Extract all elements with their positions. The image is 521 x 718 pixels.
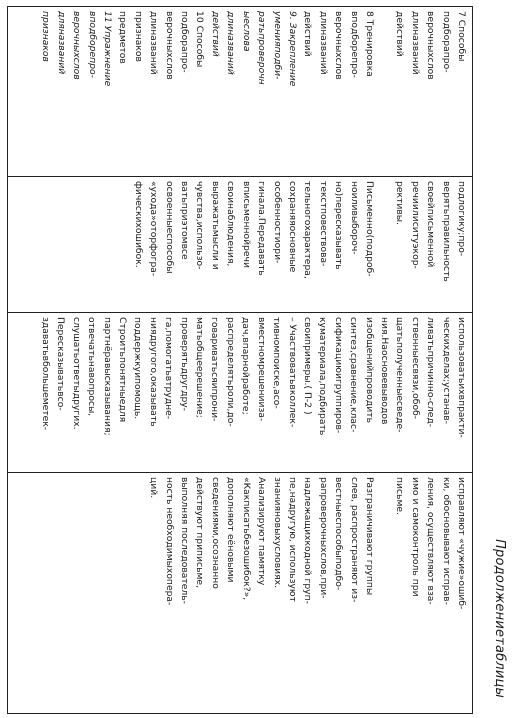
spacer [377,181,392,308]
text-line: партнёравысказывания; [101,317,113,436]
text-line: ыеслова [240,11,252,52]
text-line: Анализируют памятку [256,477,268,586]
text-line: вестныеспособыподбо- [333,477,345,591]
text-line: действий [209,11,221,57]
text-line: Пересказыватьвсо- [55,317,67,411]
text-line: 11 Упражнение [102,11,114,87]
text-line: ватьприэтомвсе [179,181,191,260]
text-line: гинала.Передавать [256,181,268,276]
text-line: исправляют «чужие»ошиб- [456,477,467,610]
text-line: рапроверочныхслов,при- [317,477,329,599]
text-line: здаватьвбольшеметек- [40,317,52,431]
text-line: проверятьдругдру- [178,317,190,412]
text-line: вподборепро- [86,11,98,78]
text-line: ния.Наосновевыводов [378,317,390,425]
text-line: но)пересказывать [333,181,345,270]
text-line: дач,впарнойработе; [240,317,252,415]
column-lesson-topics [8,7,472,177]
text-line: синтез,сравнение,клас- [348,317,360,433]
text-line: щатьполученныесведе- [394,317,406,433]
text-line: сведениями,осознанно [209,477,221,589]
text-line: верятьправильность [440,181,452,282]
text-line: действий [394,11,406,57]
text-line: уменияподби- [271,11,283,80]
text-line: подлогику;про- [456,181,467,257]
text-line: слев, распространяют из- [348,477,360,603]
text-line: вместномрешенииза- [255,317,267,422]
table-continuation-caption: Продолжениетаблицы [492,539,507,698]
spacer [377,477,392,711]
text-line: 9. Закрепление [286,11,298,87]
text-line: текстповествова- [317,181,329,267]
text-line: «Какписатьбезошибок?», [240,477,252,601]
text-line: признаков [132,11,144,62]
text-line: надлежащихкодной груп- [302,477,314,604]
text-line: 10 Способы [194,11,206,68]
text-line: ратьпроверочн [256,11,268,85]
text-line: выражатьмысли и [209,181,221,270]
text-line: Строитьпонятныедля [117,317,129,423]
text-line: тивномпоиске,асо- [271,317,283,409]
text-line: дополняют еёновыми [225,477,237,583]
text-line: вписьменнойречи [240,181,252,268]
text-line: ций. [148,477,160,499]
text-line: длиназваний [148,11,160,75]
text-line: Письменно(подроб- [363,181,375,277]
text-line: матьобщеерешение; [194,317,206,418]
text-line: чувства,использо- [194,181,206,270]
text-line: использоватьихвпракти- [456,317,467,438]
text-line: сохраняяосновные [286,181,298,273]
text-line: дляназваний [55,11,67,75]
text-line: ноиливыбороч- [348,181,360,255]
text-line: длиназваний [225,11,237,75]
text-line: куматериала,подбирать [317,317,329,436]
text-line: речиилиситуэкор- [409,181,421,269]
text-line: сификациюигруппиров- [332,317,344,434]
column-student-activities [8,473,472,715]
text-line: имо и самоконтроль при [409,477,421,597]
text-line: «ухода»оторфогра- [148,181,160,277]
text-line: верочныхслов [333,11,345,80]
text-line: знанияновыхусловиях. [271,477,283,589]
text-line: ки, обосновывают исправ- [440,477,452,605]
text-line: отвечатьнавопросы, [86,317,98,417]
text-line: письме. [394,477,406,515]
text-line: выполняя последователь- [179,477,191,604]
text-line: своипримеры.( П-2 ) [301,317,313,415]
spacer [377,11,392,172]
text-line: рективы. [394,181,406,225]
text-line: поддержкуипомощь. [132,317,144,420]
text-line: слушатьответыдругих. [70,317,82,430]
text-line: тельногохарактера, [302,181,314,279]
text-line: длиназваний [317,11,329,75]
text-line: ственныесвязи,обоб- [409,317,421,420]
lesson-plan-table [7,6,473,714]
text-line: освоенныеспособы [163,181,175,274]
text-line: говариватьсяипрони- [209,317,221,422]
text-line: распределятьроли,до- [224,317,236,427]
text-line: ниядругого,оказывать [147,317,159,427]
text-line: изобщенийпроводить [363,317,375,423]
text-line: верочныхслов [71,11,83,80]
text-line: подборапро- [440,11,452,73]
text-line: га,помогатьвтрудне- [163,317,175,420]
text-line: 7 Способы [456,11,467,62]
text-line: ность необходимыхопера- [163,477,175,606]
text-line: вподборепро- [348,11,360,78]
text-line: признаков [40,11,52,62]
column-meta-results [8,313,472,473]
text-line: действуют приписьме, [194,477,206,588]
text-line: Разграничивают группы [363,477,375,596]
text-line: предметов [117,11,129,64]
text-line: подборапро- [179,11,191,73]
text-line: 8 Тренировка [363,11,375,77]
text-line: верочныхслов [425,11,437,80]
text-line: длиназваний [409,11,421,75]
text-line: действий [302,11,314,57]
text-line: своейписьменной [425,181,437,268]
text-line: ливатьпричинно-след- [425,317,437,428]
text-line: своинаблюдения, [225,181,237,267]
text-line: фическихошибок. [132,181,144,268]
text-line: верочныхслов [163,11,175,80]
text-line: ления, осуществляют вза- [425,477,437,605]
text-line: ческихделах;устанав- [440,317,452,424]
text-line: пе,надругую, используют [286,477,298,603]
text-line: особенностиори- [271,181,283,264]
text-line: – Участвоватьвколлек- [286,317,298,428]
column-subject-results [8,177,472,313]
